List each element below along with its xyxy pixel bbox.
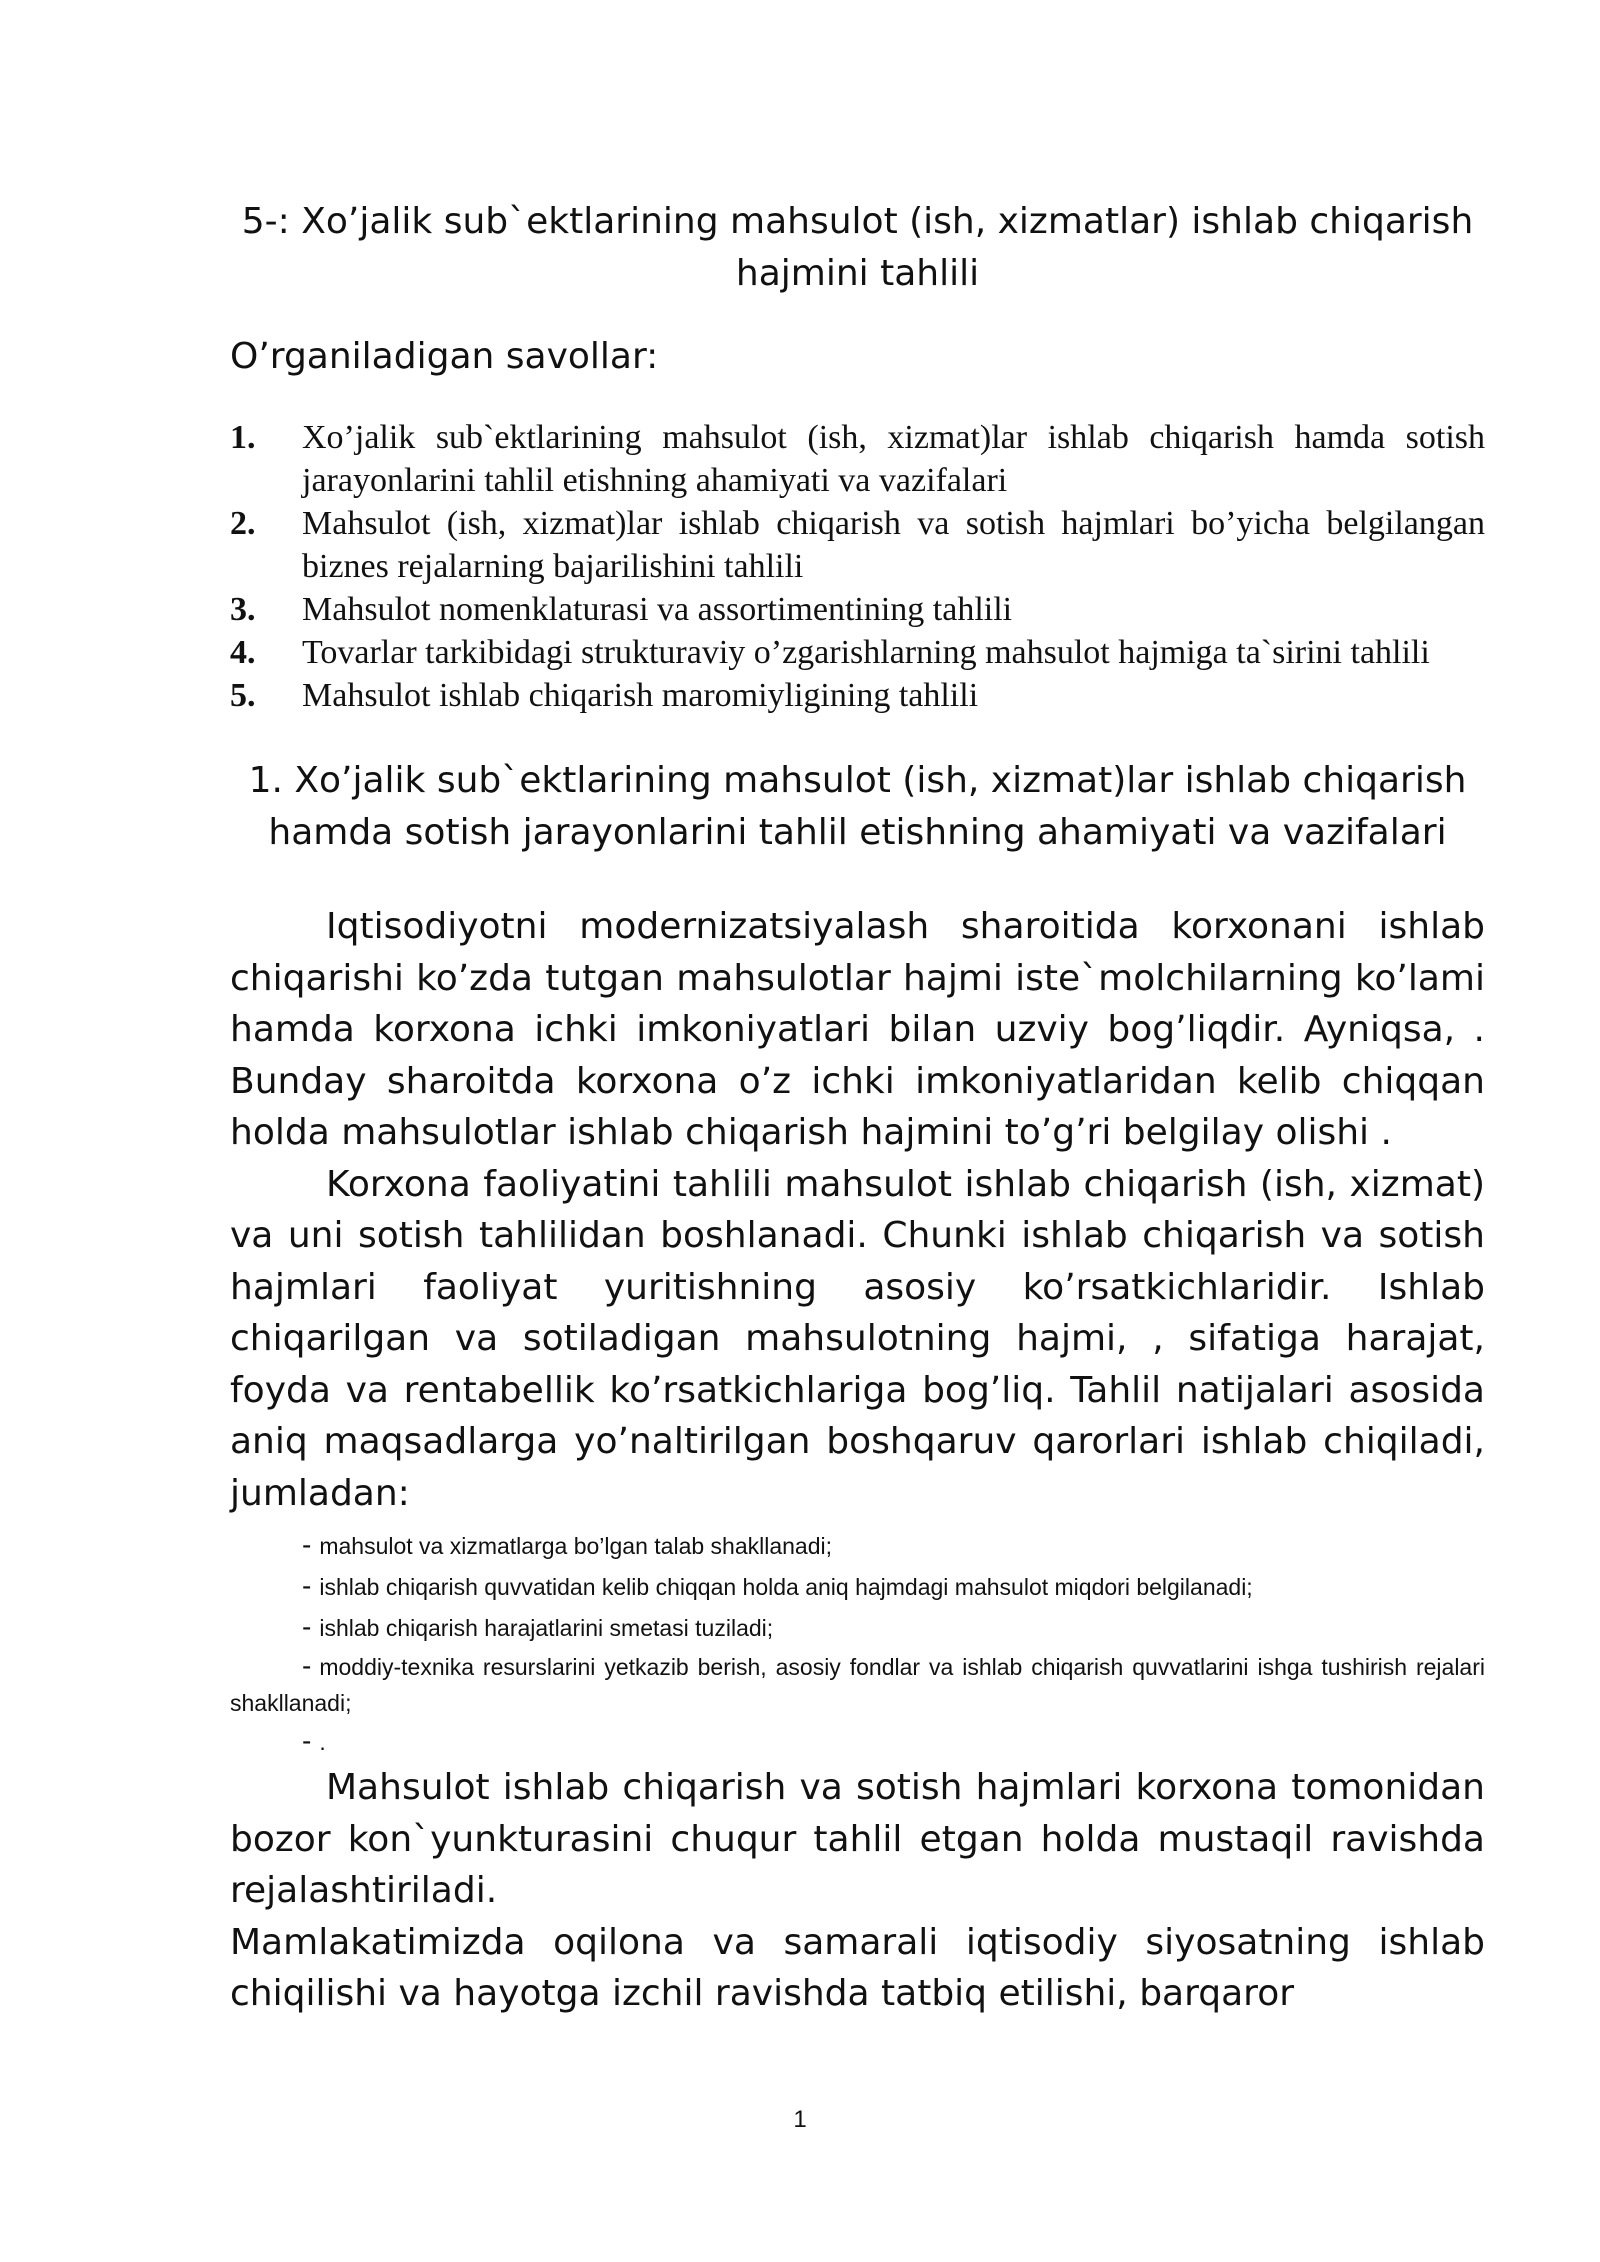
dash-marker: - <box>302 1725 312 1756</box>
question-text: Mahsulot (ish, xizmat)lar ishlab chiqarish va sotish hajmlari bo’yicha belgilangan biznes rejalarning bajarilishini tahlili <box>302 505 1485 585</box>
document-title: 5-: Xo’jalik sub`ektlarining mahsulot (ish, xizmatlar) ishlab chiqarish hajmini tahlili <box>241 201 1474 294</box>
dash-marker: - <box>302 1529 312 1560</box>
question-item <box>230 674 1485 717</box>
question-number: 4. <box>230 634 256 671</box>
question-item <box>230 502 1485 588</box>
bullet-item <box>230 1566 1485 1607</box>
dash-marker: - <box>302 1611 312 1642</box>
dash-marker: - <box>302 1570 312 1601</box>
bullet-item <box>230 1607 1485 1648</box>
bullet-list <box>230 1525 1485 1762</box>
body-paragraph: Mamlakatimizda oqilona va samarali iqtisodiy siyosatning ishlab chiqilishi va hayotga izchil ravishda tatbiq etilishi, barqaror <box>230 1921 1485 2014</box>
questions-label: O’rganiladigan savollar: <box>230 336 659 377</box>
question-number: 3. <box>230 591 256 628</box>
question-item <box>230 416 1485 502</box>
bullet-text: mahsulot va xizmatlarga bo’lgan talab shakllanadi; <box>319 1533 833 1559</box>
question-text: Xo’jalik sub`ektlarining mahsulot (ish, xizmat)lar ishlab chiqarish hamda sotish jarayonlarini tahlil etishning ahamiyati va vazifalari <box>302 419 1485 499</box>
bullet-item <box>230 1721 1485 1762</box>
question-number: 2. <box>230 505 256 542</box>
body-paragraph: Iqtisodiyotni modernizatsiyalash sharoitida korxonani ishlab chiqarishi ko’zda tutgan mahsulotlar hajmi iste`molchilarning ko’lami hamda korxona ichki imkoniyatlari bilan uzviy bog’liqdir. Ayniqsa, . Bunday sharoitda korxona o’z ichki imkoniyatlaridan kelib chiqqan holda mahsulotlar ishlab chiqarish hajmini to’g’ri belgilay olishi . <box>230 906 1485 1153</box>
question-text: Mahsulot nomenklaturasi va assortimentining tahlili <box>302 591 1013 628</box>
body-paragraph: Korxona faoliyatini tahlili mahsulot ishlab chiqarish (ish, xizmat) va uni sotish tahlilidan boshlanadi. Chunki ishlab chiqarish va sotish hajmlari faoliyat yuritishning asosiy ko’rsatkichlaridir. Ishlab chiqarilgan va sotiladigan mahsulotning hajmi, , sifatiga harajat, foyda va rentabellik ko’rsatkichlariga bog’liq. Tahlil natijalari asosida aniq maqsadlarga yo’naltirilgan boshqaruv qarorlari ishlab chiqiladi, jumladan: <box>230 1163 1485 1514</box>
dash-marker: - <box>302 1650 312 1681</box>
question-number: 1. <box>230 419 256 456</box>
question-item <box>230 631 1485 674</box>
question-text: Tovarlar tarkibidagi strukturaviy o’zgarishlarning mahsulot hajmiga ta`sirini tahlili <box>302 634 1430 671</box>
page-number: 1 <box>793 2106 807 2133</box>
bullet-text: ishlab chiqarish harajatlarini smetasi tuziladi; <box>319 1615 774 1641</box>
bullet-text: . <box>319 1729 326 1755</box>
section-heading: 1. Xo’jalik sub`ektlarining mahsulot (ish, xizmat)lar ishlab chiqarish hamda sotish jarayonlarini tahlil etishning ahamiyati va vazifalari <box>248 760 1467 853</box>
question-number: 5. <box>230 677 256 714</box>
bullet-item <box>230 1648 1485 1721</box>
bullet-text: ishlab chiqarish quvvatidan kelib chiqqan holda aniq hajmdagi mahsulot miqdori belgilanadi; <box>319 1574 1253 1600</box>
bullet-item <box>230 1525 1485 1566</box>
questions-list <box>230 416 1485 717</box>
question-text: Mahsulot ishlab chiqarish maromiyligining tahlili <box>302 677 979 714</box>
page-content <box>230 196 1485 2020</box>
bullet-text: moddiy-texnika resurslarini yetkazib berish, asosiy fondlar va ishlab chiqarish quvvatlarini ishga tushirish rejalari shakllanadi; <box>230 1654 1485 1716</box>
question-item <box>230 588 1485 631</box>
body-paragraph: Mahsulot ishlab chiqarish va sotish hajmlari korxona tomonidan bozor kon`yunkturasini chuqur tahlil etgan holda mustaqil ravishda rejalashtiriladi. <box>230 1767 1485 1911</box>
